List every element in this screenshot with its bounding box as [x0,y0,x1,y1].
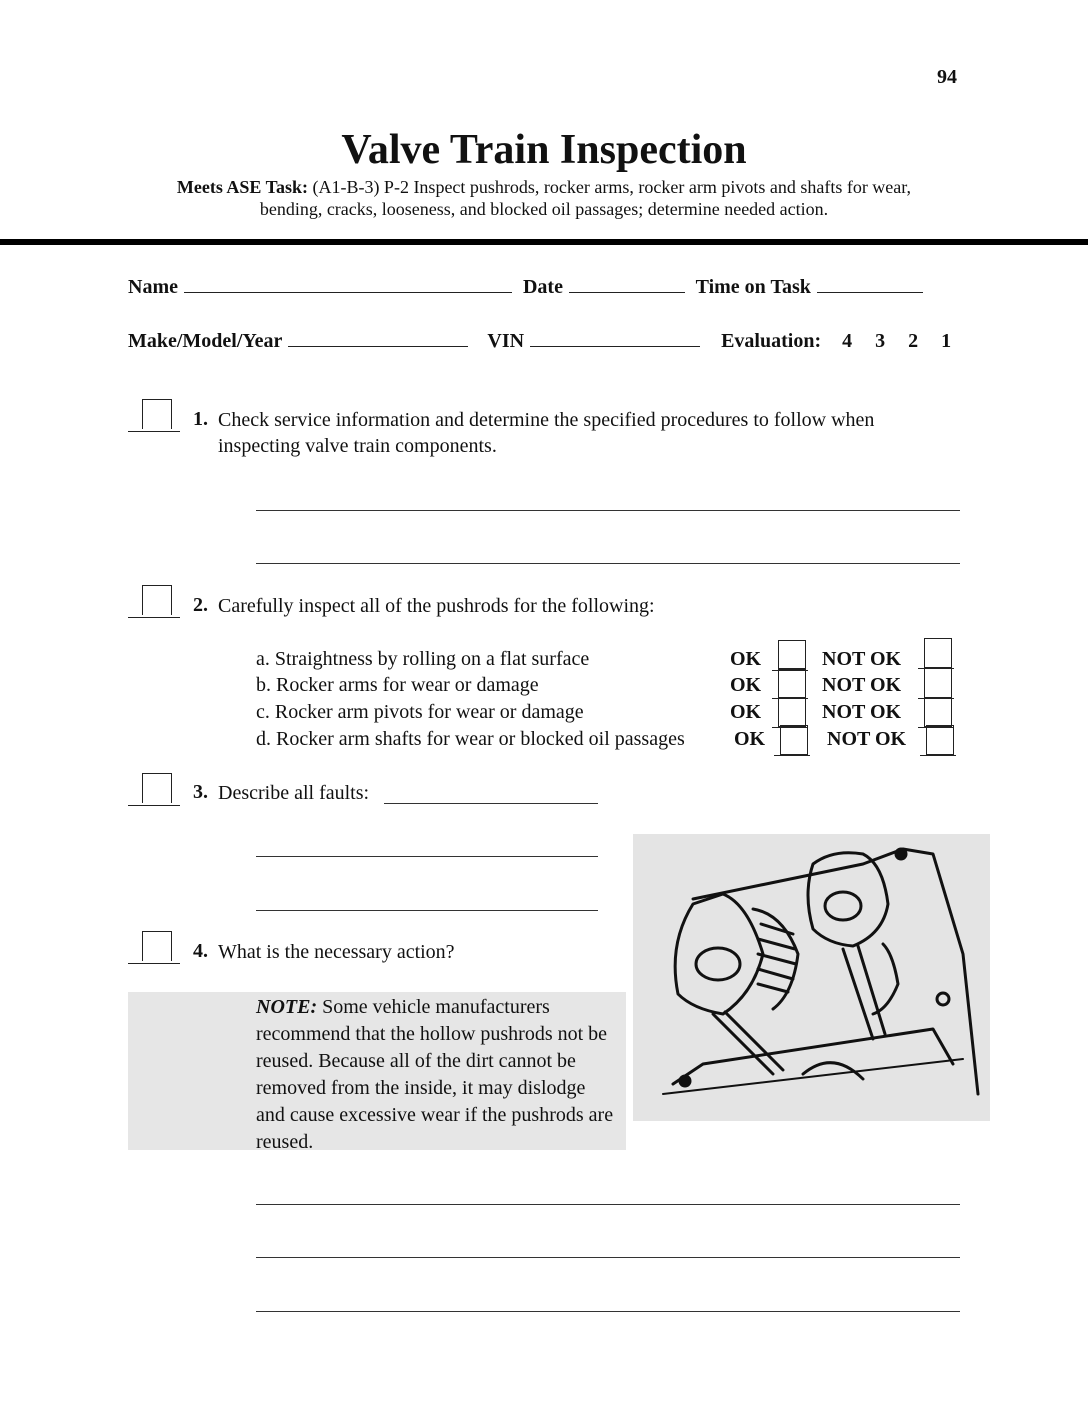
ok-checkbox-c[interactable] [772,697,808,728]
make-model-year-field[interactable] [288,328,468,347]
name-field[interactable] [184,274,512,293]
ok-label-b: OK [730,674,762,696]
not-ok-label-d: NOT OK [827,728,907,750]
checkbox-square-icon [926,725,954,755]
evaluation-score-4[interactable]: 4 [842,330,853,352]
ase-task-text-1: (A1-B-3) P-2 Inspect pushrods, rocker arms, rocker arm pivots and shafts for wear, [312,177,912,197]
step-4-answer-line-2[interactable] [256,1257,960,1258]
evaluation-score-1[interactable]: 1 [941,330,952,352]
step-1-answer-line-2[interactable] [256,563,960,564]
header-row-2 [128,328,951,353]
name-label: Name [128,276,178,298]
checkbox-square-icon [778,668,806,698]
note-body: Some vehicle manufacturers recommend that the hollow pushrods not be reused. Because all of the dirt cannot be removed from the inside, it may dislodge and cause excessive wear if the pushrods are reused. [256,996,614,1153]
valve-train-illustration-icon [633,834,990,1121]
ok-checkbox-a[interactable] [772,640,808,671]
step-3-number: 3. [193,781,208,803]
step-1-line-1: Check service information and determine the specified procedures to follow when [218,409,875,431]
time-on-task-label: Time on Task [695,276,811,298]
date-field[interactable] [569,274,685,293]
not-ok-label-a: NOT OK [822,648,902,670]
ok-label-a: OK [730,648,762,670]
date-label: Date [522,276,563,298]
sub-item-c: c. Rocker arm pivots for wear or damage [256,701,584,723]
step-2-checkbox[interactable] [128,585,180,618]
ok-checkbox-b[interactable] [772,668,808,699]
ase-task-description [120,176,968,220]
ase-task-label: Meets ASE Task: [176,177,308,197]
not-ok-checkbox-a[interactable] [918,638,954,669]
checkbox-square-icon [924,668,952,698]
step-3-answer-line-1[interactable] [256,856,598,857]
step-3-answer-inline[interactable] [384,803,598,804]
step-2-text: Carefully inspect all of the pushrods for the following: [218,595,655,617]
checkbox-square-icon [142,399,172,429]
sub-item-d: d. Rocker arm shafts for wear or blocked oil passages [256,728,685,750]
not-ok-label-c: NOT OK [822,701,902,723]
evaluation-score-3[interactable]: 3 [875,330,886,352]
step-1-number: 1. [193,408,208,430]
sub-item-b: b. Rocker arms for wear or damage [256,674,539,696]
step-3-answer-line-2[interactable] [256,910,598,911]
not-ok-checkbox-d[interactable] [920,725,956,756]
header-divider [0,239,1088,245]
step-4-text: What is the necessary action? [218,941,455,963]
step-4-answer-line-3[interactable] [256,1311,960,1312]
sub-item-a: a. Straightness by rolling on a flat surface [256,648,590,670]
checkbox-square-icon [924,697,952,727]
checkbox-square-icon [142,585,172,615]
note-text [256,994,616,1156]
ok-checkbox-d[interactable] [774,725,810,756]
evaluation-score-2[interactable]: 2 [908,330,919,352]
not-ok-checkbox-b[interactable] [918,668,954,699]
step-2-number: 2. [193,594,208,616]
ok-label-c: OK [730,701,762,723]
step-4-answer-line-1[interactable] [256,1204,960,1205]
note-label: NOTE: [256,996,318,1018]
make-model-year-label: Make/Model/Year [128,330,283,352]
checkbox-square-icon [780,725,808,755]
ok-label-d: OK [734,728,766,750]
step-4-number: 4. [193,940,208,962]
not-ok-checkbox-c[interactable] [918,697,954,728]
time-on-task-field[interactable] [817,274,923,293]
checkbox-square-icon [142,773,172,803]
checkbox-square-icon [778,640,806,670]
header-row-1 [128,274,929,299]
step-1-line-2: inspecting valve train components. [218,435,497,457]
page-title: Valve Train Inspection [341,127,747,173]
vin-label: VIN [487,330,525,352]
checkbox-square-icon [924,638,952,668]
ase-task-text-2: bending, cracks, looseness, and blocked oil passages; determine needed action. [259,199,829,219]
step-4-checkbox[interactable] [128,931,180,964]
evaluation-label: Evaluation: [721,330,822,352]
vin-field[interactable] [530,328,700,347]
checkbox-square-icon [778,697,806,727]
step-3-text: Describe all faults: [218,782,370,804]
step-1-text [218,407,874,459]
page-number: 94 [937,66,957,88]
step-1-answer-line-1[interactable] [256,510,960,511]
step-1-checkbox[interactable] [128,399,180,432]
checkbox-square-icon [142,931,172,961]
not-ok-label-b: NOT OK [822,674,902,696]
step-3-checkbox[interactable] [128,773,180,806]
